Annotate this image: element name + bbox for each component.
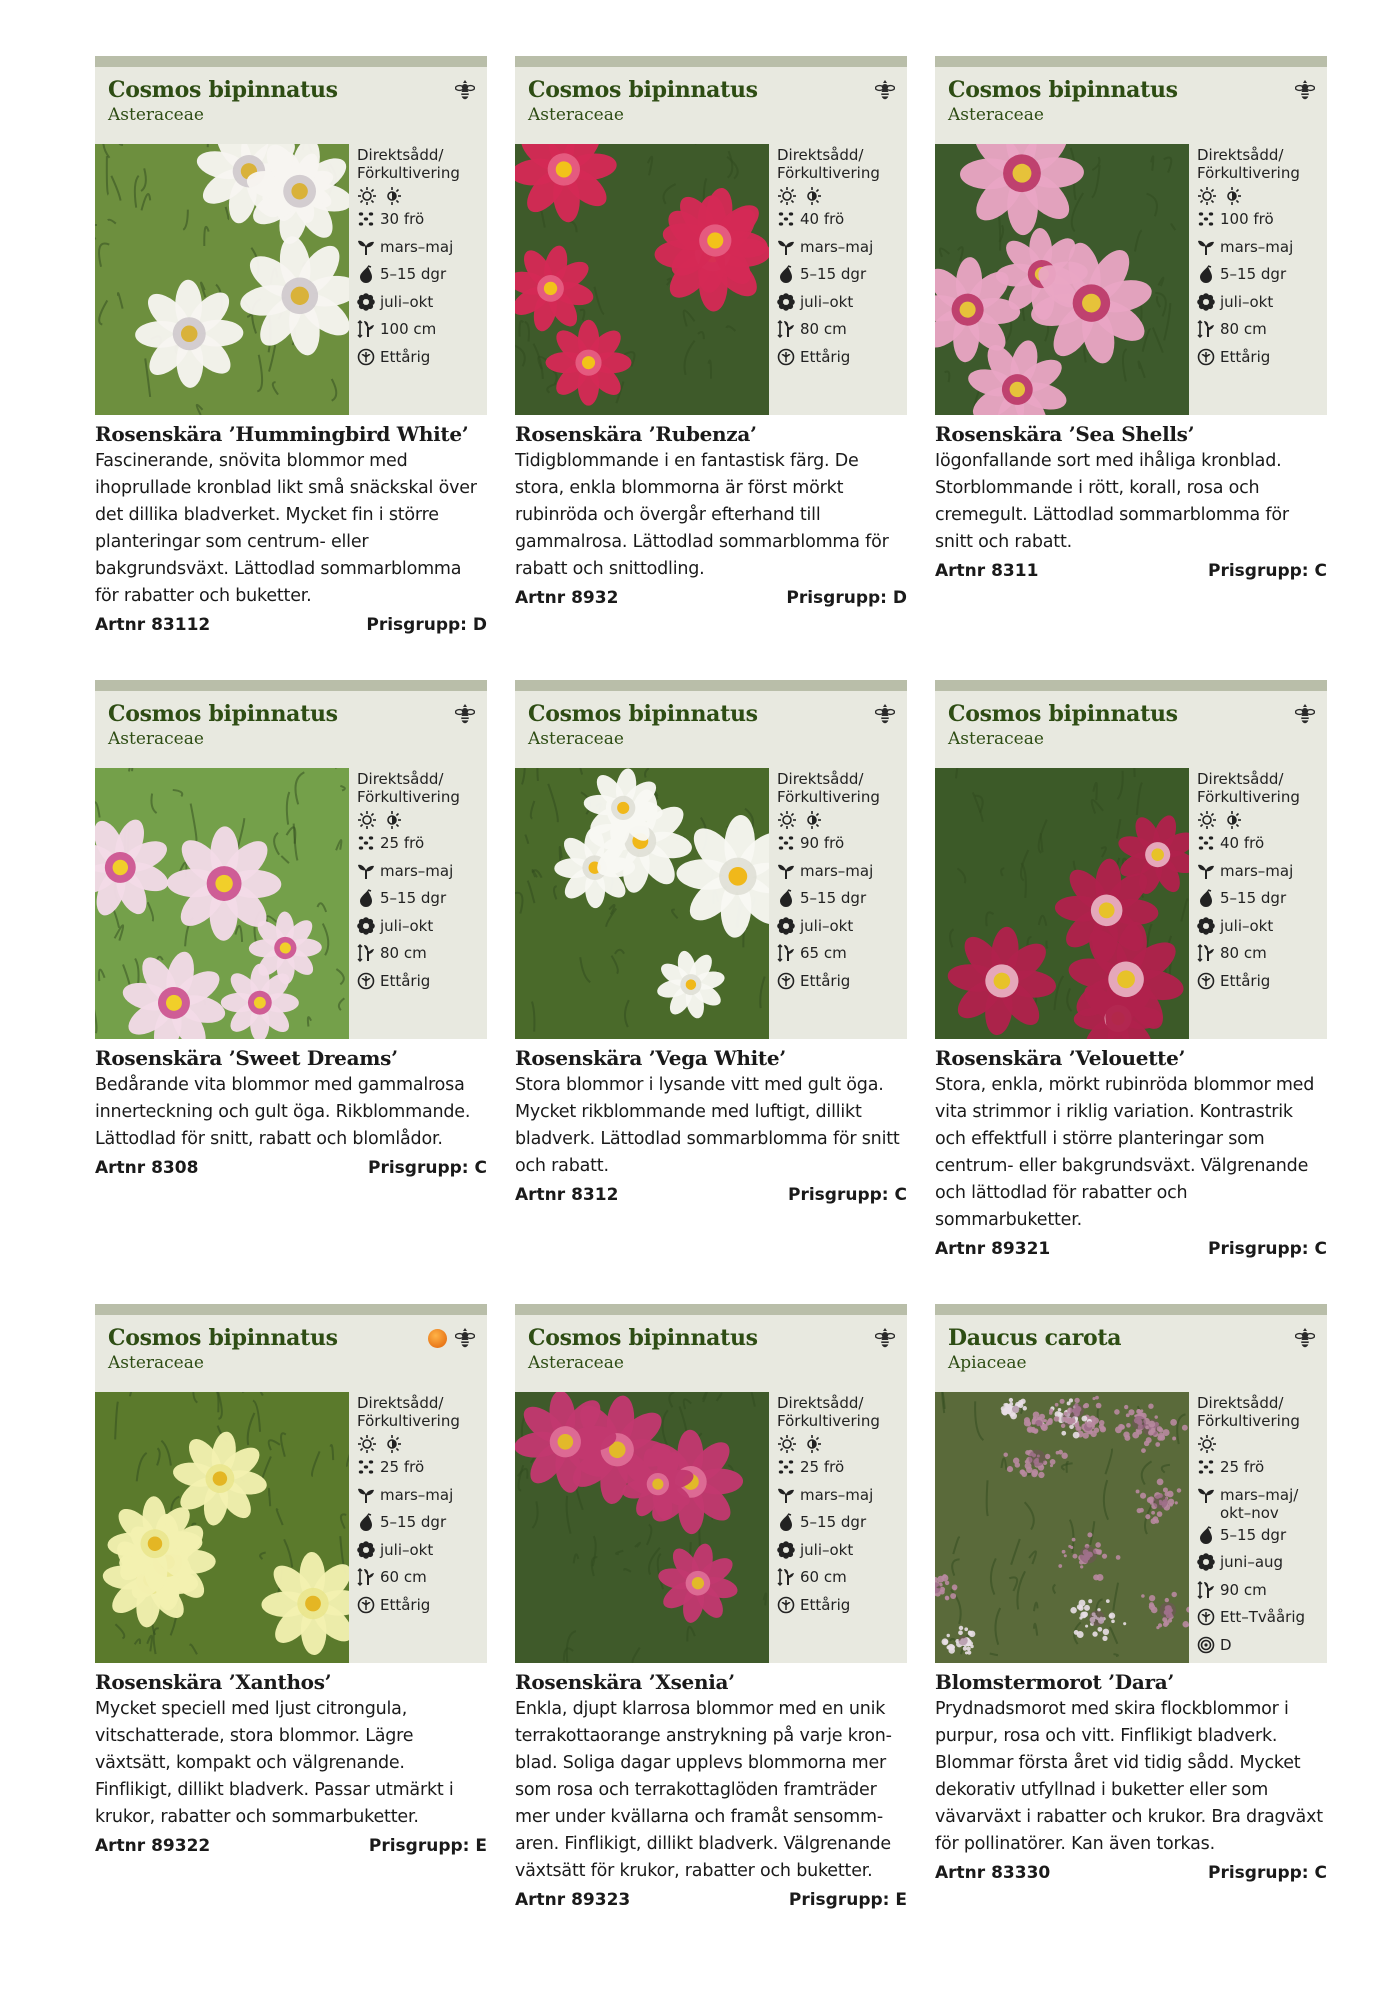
- sun-requirement: [357, 186, 485, 210]
- artnr-value: 83112: [151, 615, 211, 635]
- scientific-name: Cosmos bipinnatus: [108, 1325, 338, 1351]
- lifecycle-icon: [777, 972, 795, 994]
- plant-height: 80 cm: [800, 320, 847, 338]
- bloom-period: juli–okt: [380, 292, 434, 311]
- plant-family: Asteraceae: [528, 105, 624, 125]
- lifecycle-icon: [357, 1596, 375, 1618]
- plant-family: Asteraceae: [948, 105, 1044, 125]
- price-group: [368, 1158, 487, 1178]
- bloom-period: juli–okt: [380, 1540, 434, 1559]
- flower-icon: [777, 293, 795, 315]
- pollinator-bee-icon: [455, 1327, 475, 1349]
- product-photo: [935, 1392, 1189, 1663]
- price-group: [1208, 561, 1327, 581]
- article-number: [515, 588, 618, 608]
- flower-icon: [1197, 1553, 1215, 1575]
- seed-count: 100 frö: [1220, 210, 1274, 228]
- sun-requirement: [1197, 1434, 1325, 1458]
- product-title: Rosenskära ’Vega White’: [515, 1046, 786, 1070]
- price-group: [786, 588, 907, 608]
- seeds-icon: [777, 834, 795, 856]
- seed-count: 25 frö: [1220, 1458, 1265, 1476]
- pollinator-bee-icon: [875, 79, 895, 101]
- artnr-label: Artnr: [515, 588, 572, 608]
- sowing-time: mars–maj: [380, 861, 454, 880]
- artnr-label: Artnr: [95, 1836, 152, 1856]
- plant-height: 80 cm: [380, 944, 427, 962]
- card-info-panel: [935, 691, 1327, 1039]
- plant-family: Asteraceae: [108, 105, 204, 125]
- full-sun-icon: [357, 186, 377, 210]
- germination-icon: [1197, 265, 1215, 287]
- product-meta: [515, 588, 907, 608]
- full-sun-icon: [777, 1434, 797, 1458]
- sprout-icon: [357, 238, 375, 260]
- growing-facts: [357, 1394, 485, 1623]
- price-value: C: [474, 1158, 487, 1178]
- product-photo: [935, 768, 1189, 1039]
- article-number: [95, 1158, 198, 1178]
- sowing-time: mars–maj: [380, 1485, 454, 1504]
- seed-count: 90 frö: [800, 834, 845, 852]
- product-description: Enkla, djupt klarrosa blommor med en unik terrakottaorange anstrykning på varje kron-blad. Soliga dagar upplevs blommorna mer som rosa och terrakottaglöden framträder mer under kvällarna och framåt sensomm-aren. Finflikigt, dillikt bladverk. Välgrenande växtsätt för krukor, rabatter och buketter.: [515, 1699, 892, 1881]
- artnr-value: 8308: [151, 1158, 199, 1178]
- price-label: Prisgrupp:: [1208, 1863, 1315, 1883]
- artnr-label: Artnr: [935, 1239, 992, 1259]
- card-info-panel: [95, 67, 487, 415]
- lifecycle: Ett–Tvåårig: [1220, 1608, 1306, 1626]
- price-label: Prisgrupp:: [786, 588, 893, 608]
- germination-time: 5–15 dgr: [800, 889, 867, 907]
- scientific-name: Cosmos bipinnatus: [528, 77, 758, 103]
- price-label: Prisgrupp:: [368, 1158, 475, 1178]
- growing-facts: [1197, 146, 1325, 375]
- product-photo: [515, 768, 769, 1039]
- product-title: Rosenskära ’Xanthos’: [95, 1670, 332, 1694]
- price-value: C: [1314, 561, 1327, 581]
- seed-count: 40 frö: [1220, 834, 1265, 852]
- germination-icon: [777, 1513, 795, 1535]
- pollinator-bee-icon: [1295, 703, 1315, 725]
- half-shade-icon: [802, 810, 822, 834]
- product-description: Iögonfallande sort med ihåliga kronblad. Storblommande i rött, korall, rosa och cremegult. Lättodlad sommarblomma för snitt och rabatt.: [935, 451, 1289, 552]
- seed-count: 25 frö: [380, 1458, 425, 1476]
- seeds-icon: [777, 210, 795, 232]
- product-description: Fascinerande, snövita blommor med ihoprullade kronblad likt små snäckskal över det dillika bladverket. Mycket fin i större planteringar som centrum- eller bakgrundsväxt. Lättodlad sommarblomma för rabatter och buketter.: [95, 451, 477, 606]
- sun-requirement: [777, 1434, 905, 1458]
- germination-time: 5–15 dgr: [800, 1513, 867, 1531]
- card-header-bar: [95, 680, 487, 691]
- half-shade-icon: [802, 186, 822, 210]
- sowing-method: Direktsådd/ Förkultivering: [357, 1394, 460, 1430]
- lifecycle: Ettårig: [380, 1595, 431, 1614]
- half-shade-icon: [1222, 186, 1242, 210]
- germination-time: 5–15 dgr: [1220, 889, 1287, 907]
- seeds-icon: [1197, 1458, 1215, 1480]
- lifecycle: Ettårig: [380, 347, 431, 366]
- germination-time: 5–15 dgr: [380, 889, 447, 907]
- price-group: [788, 1185, 907, 1205]
- germination-icon: [777, 265, 795, 287]
- germination-icon: [357, 889, 375, 911]
- lifecycle-icon: [1197, 972, 1215, 994]
- full-sun-icon: [777, 186, 797, 210]
- height-icon: [1197, 944, 1215, 966]
- germination-icon: [777, 889, 795, 911]
- plant-height: 60 cm: [800, 1568, 847, 1586]
- height-icon: [777, 1568, 795, 1590]
- product-description: Prydnadsmorot med skira flockblommor i purpur, rosa och vitt. Finflikigt bladverk. Blommar första året vid tidig sådd. Mycket dekorativ utfyllnad i buketter eller som vävarväxt i rabatter och krukor. Bra dragväxt för pollinatörer. Kan även torkas.: [935, 1699, 1323, 1854]
- germination-time: 5–15 dgr: [1220, 265, 1287, 283]
- half-shade-icon: [382, 1434, 402, 1458]
- sowing-method: Direktsådd/ Förkultivering: [1197, 146, 1300, 182]
- product-photo: [95, 768, 349, 1039]
- product-photo: [95, 144, 349, 415]
- card-info-panel: [515, 67, 907, 415]
- germination-icon: [357, 265, 375, 287]
- plant-height: 90 cm: [1220, 1580, 1267, 1599]
- product-photo: [515, 1392, 769, 1663]
- sprout-icon: [777, 1486, 795, 1508]
- bloom-period: juli–okt: [1220, 292, 1274, 311]
- seed-count: 30 frö: [380, 210, 425, 228]
- plant-height: 80 cm: [1220, 320, 1267, 338]
- lifecycle: Ettårig: [800, 347, 851, 366]
- full-sun-icon: [1197, 186, 1217, 210]
- product-description: Mycket speciell med ljust citrongula, vitschatterade, stora blommor. Lägre växtsätt, kompakt och välgrenande. Finflikigt, dillikt bladverk. Passar utmärkt i krukor, rabatter och sommarbuketter.: [95, 1699, 454, 1827]
- card-info-panel: [935, 1315, 1327, 1663]
- flower-icon: [357, 293, 375, 315]
- product-card: [95, 56, 487, 635]
- product-meta: [95, 1158, 487, 1178]
- product-meta: [935, 1239, 1327, 1259]
- price-label: Prisgrupp:: [1208, 561, 1315, 581]
- sowing-method: Direktsådd/ Förkultivering: [357, 146, 460, 182]
- artnr-value: 8932: [571, 588, 619, 608]
- price-label: Prisgrupp:: [366, 615, 473, 635]
- price-group: [789, 1890, 907, 1910]
- price-value: C: [894, 1185, 907, 1205]
- card-info-panel: [515, 1315, 907, 1663]
- artnr-value: 83330: [991, 1863, 1051, 1883]
- sun-requirement: [357, 810, 485, 834]
- sowing-time: mars–maj: [800, 1485, 874, 1504]
- product-photo: [935, 144, 1189, 415]
- scientific-name: Cosmos bipinnatus: [528, 701, 758, 727]
- sprout-icon: [1197, 862, 1215, 884]
- lifecycle-icon: [1197, 348, 1215, 370]
- plant-family: Asteraceae: [108, 1353, 204, 1373]
- bloom-period: juli–okt: [380, 916, 434, 935]
- product-meta: [95, 1836, 487, 1856]
- sprout-icon: [357, 862, 375, 884]
- plant-height: 60 cm: [380, 1568, 427, 1586]
- flower-icon: [1197, 917, 1215, 939]
- product-meta: [935, 1863, 1327, 1883]
- pollinator-bee-icon: [1295, 1327, 1315, 1349]
- price-value: D: [892, 588, 907, 608]
- bloom-period: juli–okt: [800, 292, 854, 311]
- sun-requirement: [1197, 186, 1325, 210]
- scientific-name: Cosmos bipinnatus: [108, 77, 338, 103]
- product-meta: [515, 1890, 907, 1910]
- scientific-name: Cosmos bipinnatus: [948, 701, 1178, 727]
- sprout-icon: [777, 862, 795, 884]
- product-photo: [515, 144, 769, 415]
- height-icon: [1197, 320, 1215, 342]
- price-value: C: [1314, 1863, 1327, 1883]
- sun-requirement: [777, 186, 905, 210]
- height-icon: [357, 944, 375, 966]
- full-sun-icon: [357, 810, 377, 834]
- full-sun-icon: [1197, 810, 1217, 834]
- card-info-panel: [515, 691, 907, 1039]
- price-value: C: [1314, 1239, 1327, 1259]
- card-header-bar: [935, 680, 1327, 691]
- seeds-icon: [1197, 834, 1215, 856]
- lifecycle: Ettårig: [1220, 347, 1271, 366]
- card-header-bar: [515, 56, 907, 67]
- growing-facts: [777, 1394, 905, 1623]
- sowing-method: Direktsådd/ Förkultivering: [777, 146, 880, 182]
- flower-icon: [777, 1541, 795, 1563]
- growing-facts: [357, 146, 485, 375]
- germination-icon: [357, 1513, 375, 1535]
- lifecycle: Ettårig: [800, 971, 851, 990]
- seeds-icon: [777, 1458, 795, 1480]
- scientific-name: Cosmos bipinnatus: [948, 77, 1178, 103]
- artnr-label: Artnr: [95, 1158, 152, 1178]
- card-info-panel: [935, 67, 1327, 415]
- card-header-bar: [935, 56, 1327, 67]
- germination-icon: [1197, 1526, 1215, 1548]
- artnr-value: 8311: [991, 561, 1039, 581]
- artnr-label: Artnr: [95, 615, 152, 635]
- seeds-icon: [357, 210, 375, 232]
- pollinator-bee-icon: [455, 79, 475, 101]
- lifecycle-icon: [357, 972, 375, 994]
- price-group: [369, 1836, 487, 1856]
- half-shade-icon: [382, 810, 402, 834]
- plant-height: 100 cm: [380, 320, 437, 338]
- pollinator-bee-icon: [1295, 79, 1315, 101]
- price-value: E: [475, 1836, 487, 1856]
- artnr-value: 89321: [991, 1239, 1051, 1259]
- germination-icon: [1197, 889, 1215, 911]
- price-group: [1208, 1239, 1327, 1259]
- product-card: [515, 680, 907, 1205]
- height-icon: [357, 1568, 375, 1590]
- full-sun-icon: [777, 810, 797, 834]
- flower-icon: [1197, 293, 1215, 315]
- flower-icon: [357, 917, 375, 939]
- article-number: [95, 615, 210, 635]
- growing-facts: [1197, 770, 1325, 999]
- sun-requirement: [777, 810, 905, 834]
- plant-height: 80 cm: [1220, 944, 1267, 962]
- bloom-period: juli–okt: [1220, 916, 1274, 935]
- half-shade-icon: [382, 186, 402, 210]
- germination-time: 5–15 dgr: [800, 265, 867, 283]
- price-group: [366, 615, 487, 635]
- price-value: E: [895, 1890, 907, 1910]
- product-title: Rosenskära ’Sea Shells’: [935, 422, 1195, 446]
- product-title: Rosenskära ’Sweet Dreams’: [95, 1046, 398, 1070]
- lifecycle: Ettårig: [800, 1595, 851, 1614]
- product-description: Stora blommor i lysande vitt med gult öga. Mycket rikblommande med luftigt, dillikt bladverk. Lättodlad sommarblomma för snitt och rabatt.: [515, 1075, 900, 1176]
- lifecycle: Ettårig: [380, 971, 431, 990]
- sun-requirement: [357, 1434, 485, 1458]
- product-card: [95, 1304, 487, 1856]
- product-title: Rosenskära ’Hummingbird White’: [95, 422, 469, 446]
- product-card: [935, 1304, 1327, 1883]
- full-sun-icon: [1197, 1434, 1217, 1458]
- full-sun-icon: [357, 1434, 377, 1458]
- product-photo: [95, 1392, 349, 1663]
- growing-facts: [357, 770, 485, 999]
- artnr-value: 89322: [151, 1836, 211, 1856]
- sowing-method: Direktsådd/ Förkultivering: [777, 1394, 880, 1430]
- half-shade-icon: [802, 1434, 822, 1458]
- sowing-time: mars–maj/ okt–nov: [1220, 1485, 1299, 1522]
- product-title: Rosenskära ’Rubenza’: [515, 422, 757, 446]
- plant-family: Apiaceae: [948, 1353, 1027, 1373]
- bloom-period: juli–okt: [800, 1540, 854, 1559]
- plant-family: Asteraceae: [108, 729, 204, 749]
- price-label: Prisgrupp:: [368, 1836, 476, 1856]
- zone-icon: [1197, 1636, 1215, 1658]
- seeds-icon: [357, 834, 375, 856]
- scientific-name: Cosmos bipinnatus: [528, 1325, 758, 1351]
- seed-count: 25 frö: [380, 834, 425, 852]
- sowing-time: mars–maj: [1220, 237, 1294, 256]
- pollinator-bee-icon: [455, 703, 475, 725]
- article-number: [935, 561, 1038, 581]
- germination-time: 5–15 dgr: [380, 265, 447, 283]
- height-icon: [777, 944, 795, 966]
- sowing-time: mars–maj: [1220, 861, 1294, 880]
- sprout-icon: [777, 238, 795, 260]
- article-number: [935, 1863, 1050, 1883]
- scientific-name: Cosmos bipinnatus: [108, 701, 338, 727]
- seed-count: 40 frö: [800, 210, 845, 228]
- artnr-label: Artnr: [935, 561, 992, 581]
- product-card: [935, 680, 1327, 1259]
- sowing-method: Direktsådd/ Förkultivering: [357, 770, 460, 806]
- sowing-method: Direktsådd/ Förkultivering: [777, 770, 880, 806]
- growing-facts: [777, 146, 905, 375]
- card-header-bar: [515, 1304, 907, 1315]
- price-group: [1208, 1863, 1327, 1883]
- pollinator-bee-icon: [875, 703, 895, 725]
- article-number: [515, 1890, 630, 1910]
- product-title: Blomstermorot ’Dara’: [935, 1670, 1175, 1694]
- sun-requirement: [1197, 810, 1325, 834]
- artnr-label: Artnr: [515, 1890, 572, 1910]
- seeds-icon: [1197, 210, 1215, 232]
- sowing-method: Direktsådd/ Förkultivering: [1197, 1394, 1300, 1430]
- artnr-value: 89323: [571, 1890, 631, 1910]
- plant-family: Asteraceae: [528, 729, 624, 749]
- lifecycle-icon: [1197, 1608, 1215, 1630]
- height-icon: [777, 320, 795, 342]
- flower-icon: [357, 1541, 375, 1563]
- seed-count: 25 frö: [800, 1458, 845, 1476]
- card-header-bar: [515, 680, 907, 691]
- artnr-label: Artnr: [935, 1863, 992, 1883]
- pollinator-bee-icon: [875, 1327, 895, 1349]
- scientific-name: Daucus carota: [948, 1325, 1122, 1351]
- bloom-period: juli–okt: [800, 916, 854, 935]
- orange-dot-icon: [428, 1329, 447, 1348]
- artnr-label: Artnr: [515, 1185, 572, 1205]
- flower-icon: [777, 917, 795, 939]
- height-icon: [357, 320, 375, 342]
- seeds-icon: [357, 1458, 375, 1480]
- sowing-time: mars–maj: [800, 237, 874, 256]
- sowing-time: mars–maj: [800, 861, 874, 880]
- lifecycle-icon: [357, 348, 375, 370]
- sprout-icon: [1197, 1486, 1215, 1508]
- card-header-bar: [935, 1304, 1327, 1315]
- half-shade-icon: [1222, 810, 1242, 834]
- germination-time: 5–15 dgr: [380, 1513, 447, 1531]
- zone: D: [1220, 1635, 1232, 1654]
- card-info-panel: [95, 1315, 487, 1663]
- growing-facts: [777, 770, 905, 999]
- artnr-value: 8312: [571, 1185, 619, 1205]
- product-title: Rosenskära ’Xsenia’: [515, 1670, 735, 1694]
- germination-time: 5–15 dgr: [1220, 1525, 1287, 1544]
- lifecycle: Ettårig: [1220, 971, 1271, 990]
- product-meta: [935, 561, 1327, 581]
- card-info-panel: [95, 691, 487, 1039]
- product-card: [95, 680, 487, 1178]
- product-meta: [95, 615, 487, 635]
- sowing-time: mars–maj: [380, 237, 454, 256]
- plant-family: Asteraceae: [948, 729, 1044, 749]
- bloom-period: juni–aug: [1220, 1553, 1284, 1571]
- product-description: Bedårande vita blommor med gammalrosa innerteckning och gult öga. Rikblommande. Lättodlad för snitt, rabatt och blomlådor.: [95, 1075, 471, 1149]
- plant-family: Asteraceae: [528, 1353, 624, 1373]
- product-description: Tidigblommande i en fantastisk färg. De stora, enkla blommorna är först mörkt rubinröda och övergår efterhand till gammalrosa. Lättodlad sommarblomma för rabatt och snittodling.: [515, 451, 889, 579]
- product-card: [515, 1304, 907, 1910]
- product-card: [515, 56, 907, 608]
- sprout-icon: [357, 1486, 375, 1508]
- height-icon: [1197, 1581, 1215, 1603]
- lifecycle-icon: [777, 1596, 795, 1618]
- product-title: Rosenskära ’Velouette’: [935, 1046, 1186, 1070]
- product-description: Stora, enkla, mörkt rubinröda blommor med vita strimmor i riklig variation. Kontrastrik och effektfull i större planteringar som centrum- eller bakgrundsväxt. Välgrenande och lättodlad för rabatter och sommarbuketter.: [935, 1075, 1315, 1230]
- price-label: Prisgrupp:: [1208, 1239, 1315, 1259]
- article-number: [95, 1836, 210, 1856]
- price-value: D: [472, 615, 487, 635]
- card-header-bar: [95, 1304, 487, 1315]
- price-label: Prisgrupp:: [788, 1890, 896, 1910]
- growing-facts: [1197, 1394, 1325, 1663]
- price-label: Prisgrupp:: [788, 1185, 895, 1205]
- sprout-icon: [1197, 238, 1215, 260]
- article-number: [935, 1239, 1050, 1259]
- product-meta: [515, 1185, 907, 1205]
- product-card: [935, 56, 1327, 581]
- card-header-bar: [95, 56, 487, 67]
- sowing-method: Direktsådd/ Förkultivering: [1197, 770, 1300, 806]
- article-number: [515, 1185, 618, 1205]
- plant-height: 65 cm: [800, 944, 847, 962]
- lifecycle-icon: [777, 348, 795, 370]
